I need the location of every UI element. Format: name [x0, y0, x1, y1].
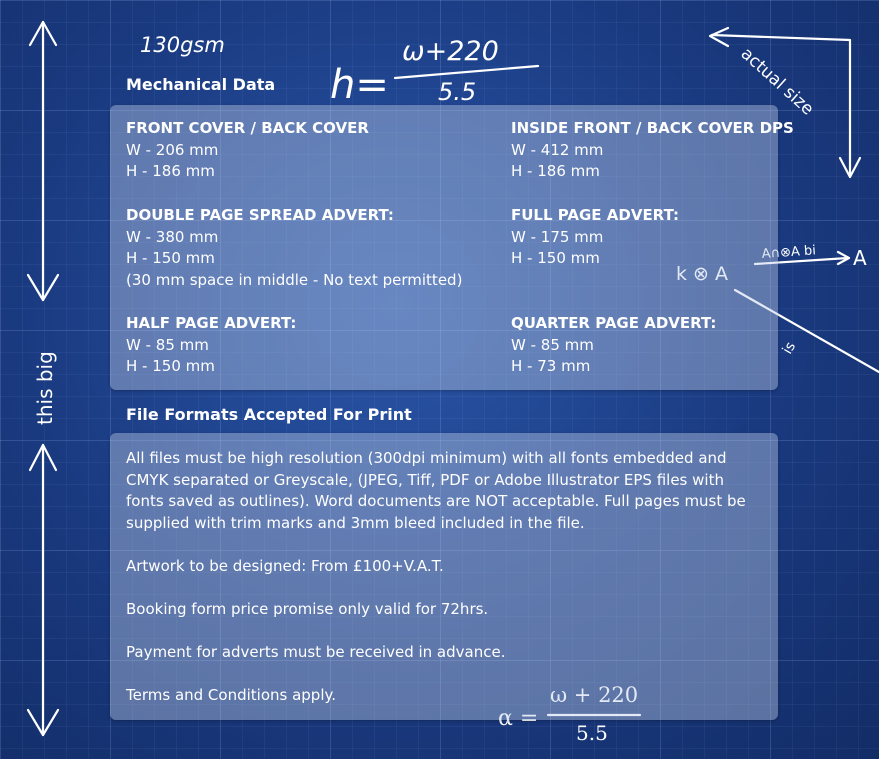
this-big-note: this big: [33, 351, 57, 425]
spec-note: (30 mm space in middle - No text permitted): [126, 270, 463, 289]
spec-height: H - 150 mm: [126, 249, 215, 267]
spec-width: W - 85 mm: [126, 335, 209, 354]
formula-bottom-numerator: ω + 220: [550, 683, 639, 707]
spec-inside-cover-dps: [511, 118, 794, 183]
file-formats-body: [126, 448, 766, 728]
formula-top-denominator: 5.5: [438, 78, 477, 106]
formula-side-lhs: k ⊗ A: [676, 263, 728, 285]
spec-title: DOUBLE PAGE SPREAD ADVERT:: [126, 206, 394, 224]
spec-title: HALF PAGE ADVERT:: [126, 314, 297, 332]
spec-height: H - 186 mm: [511, 162, 600, 180]
formula-side-is: is: [779, 339, 800, 357]
formula-top-numerator: ω+220: [402, 36, 499, 67]
formula-bottom-lhs: α =: [498, 706, 539, 731]
spec-half-page: [126, 313, 296, 378]
spec-title: FULL PAGE ADVERT:: [511, 206, 679, 224]
terms-paragraph: Terms and Conditions apply.: [126, 685, 336, 704]
price-promise-paragraph: Booking form price promise only valid for 72hrs.: [126, 599, 489, 618]
paper-weight-note: 130gsm: [140, 33, 225, 57]
spec-quarter-page: [511, 313, 716, 378]
spec-full-page: [511, 205, 679, 270]
spec-width: W - 412 mm: [511, 140, 604, 159]
spec-double-page-spread: [126, 205, 462, 291]
spec-title: FRONT COVER / BACK COVER: [126, 119, 369, 137]
actual-size-note: actual size: [736, 43, 818, 120]
artwork-price-paragraph: Artwork to be designed: From £100+V.A.T.: [126, 556, 444, 575]
spec-title: QUARTER PAGE ADVERT:: [511, 314, 717, 332]
spec-width: W - 380 mm: [126, 227, 219, 246]
file-formats-heading: File Formats Accepted For Print: [126, 405, 412, 424]
spec-height: H - 150 mm: [126, 357, 215, 375]
spec-height: H - 73 mm: [511, 357, 591, 375]
formula-side-arrow-label: A∩⊗A bi: [761, 243, 817, 262]
spec-width: W - 206 mm: [126, 140, 219, 159]
mechanical-data-heading: Mechanical Data: [126, 75, 276, 94]
spec-title: INSIDE FRONT / BACK COVER DPS: [511, 119, 794, 137]
formula-side-rhs: A: [853, 246, 867, 270]
payment-paragraph: Payment for adverts must be received in advance.: [126, 642, 506, 661]
spec-width: W - 85 mm: [511, 335, 594, 354]
formula-top-lhs: h=: [330, 62, 389, 108]
spec-width: W - 175 mm: [511, 227, 604, 246]
spec-front-back-cover: [126, 118, 369, 183]
file-requirements-paragraph: All files must be high resolution (300dpi minimum) with all fonts embedded and CMYK separated or Greyscale, (JPEG, Tiff, PDF or Adobe Illustrator EPS files with fonts saved as outlines). Word documents are NOT acceptable. Full pages must be supplied with trim marks and 3mm bleed included in the file.: [126, 449, 746, 532]
formula-bottom-denominator: 5.5: [576, 721, 608, 745]
spec-height: H - 186 mm: [126, 162, 215, 180]
spec-height: H - 150 mm: [511, 249, 600, 267]
